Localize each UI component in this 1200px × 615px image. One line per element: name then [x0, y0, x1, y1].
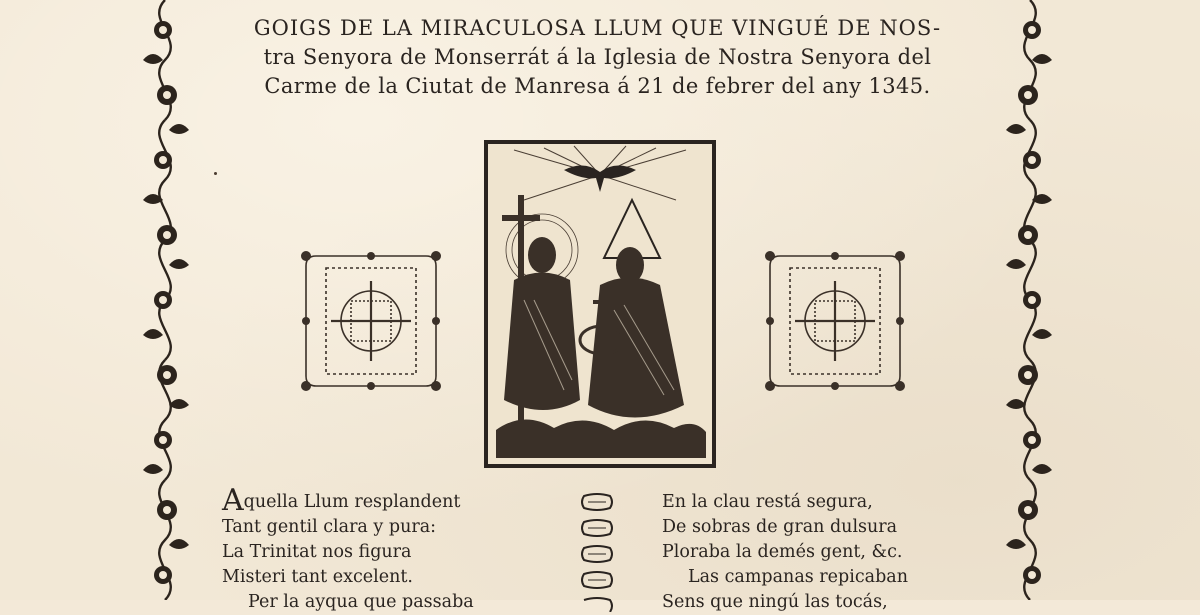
- floral-border-left: [135, 0, 195, 600]
- verse-line: La Trinitat nos figura: [222, 542, 412, 562]
- title-line-3: Carme de la Ciutat de Manresa á 21 de febrer del any 1345.: [264, 74, 931, 98]
- verse-line: En la clau restá segura,: [662, 492, 873, 512]
- ink-speck: [214, 172, 217, 175]
- verse-line: Misteri tant excelent.: [222, 567, 413, 587]
- trinity-woodcut: [484, 140, 716, 468]
- drop-cap: A: [222, 483, 244, 518]
- lace-ornament-right: [760, 246, 910, 396]
- lace-ornament-left: [296, 246, 446, 396]
- verse-line: Sens que ningú las tocás,: [662, 592, 888, 612]
- document-title: [225, 14, 970, 101]
- title-line-1: GOIGS DE LA MIRACULOSA LLUM QUE VINGUÉ DE NOS-: [253, 16, 942, 40]
- verse-line: De sobras de gran dulsura: [662, 517, 898, 537]
- verse-line: Aquella Llum resplandent: [222, 483, 461, 518]
- verses-left-column: [222, 483, 474, 615]
- verse-line: Ploraba la demés gent, &c.: [662, 542, 903, 562]
- title-line-2: tra Senyora de Monserrát á la Iglesia de Nostra Senyora del: [263, 45, 932, 69]
- verse-line: Tant gentil clara y pura:: [222, 517, 437, 537]
- verse-line: Per la ayqua que passaba: [248, 592, 474, 612]
- floral-border-right: [1000, 0, 1060, 600]
- verses-right-column: [662, 490, 908, 615]
- verse-line: Las campanas repicaban: [688, 567, 908, 587]
- column-divider-ornament: [578, 492, 616, 612]
